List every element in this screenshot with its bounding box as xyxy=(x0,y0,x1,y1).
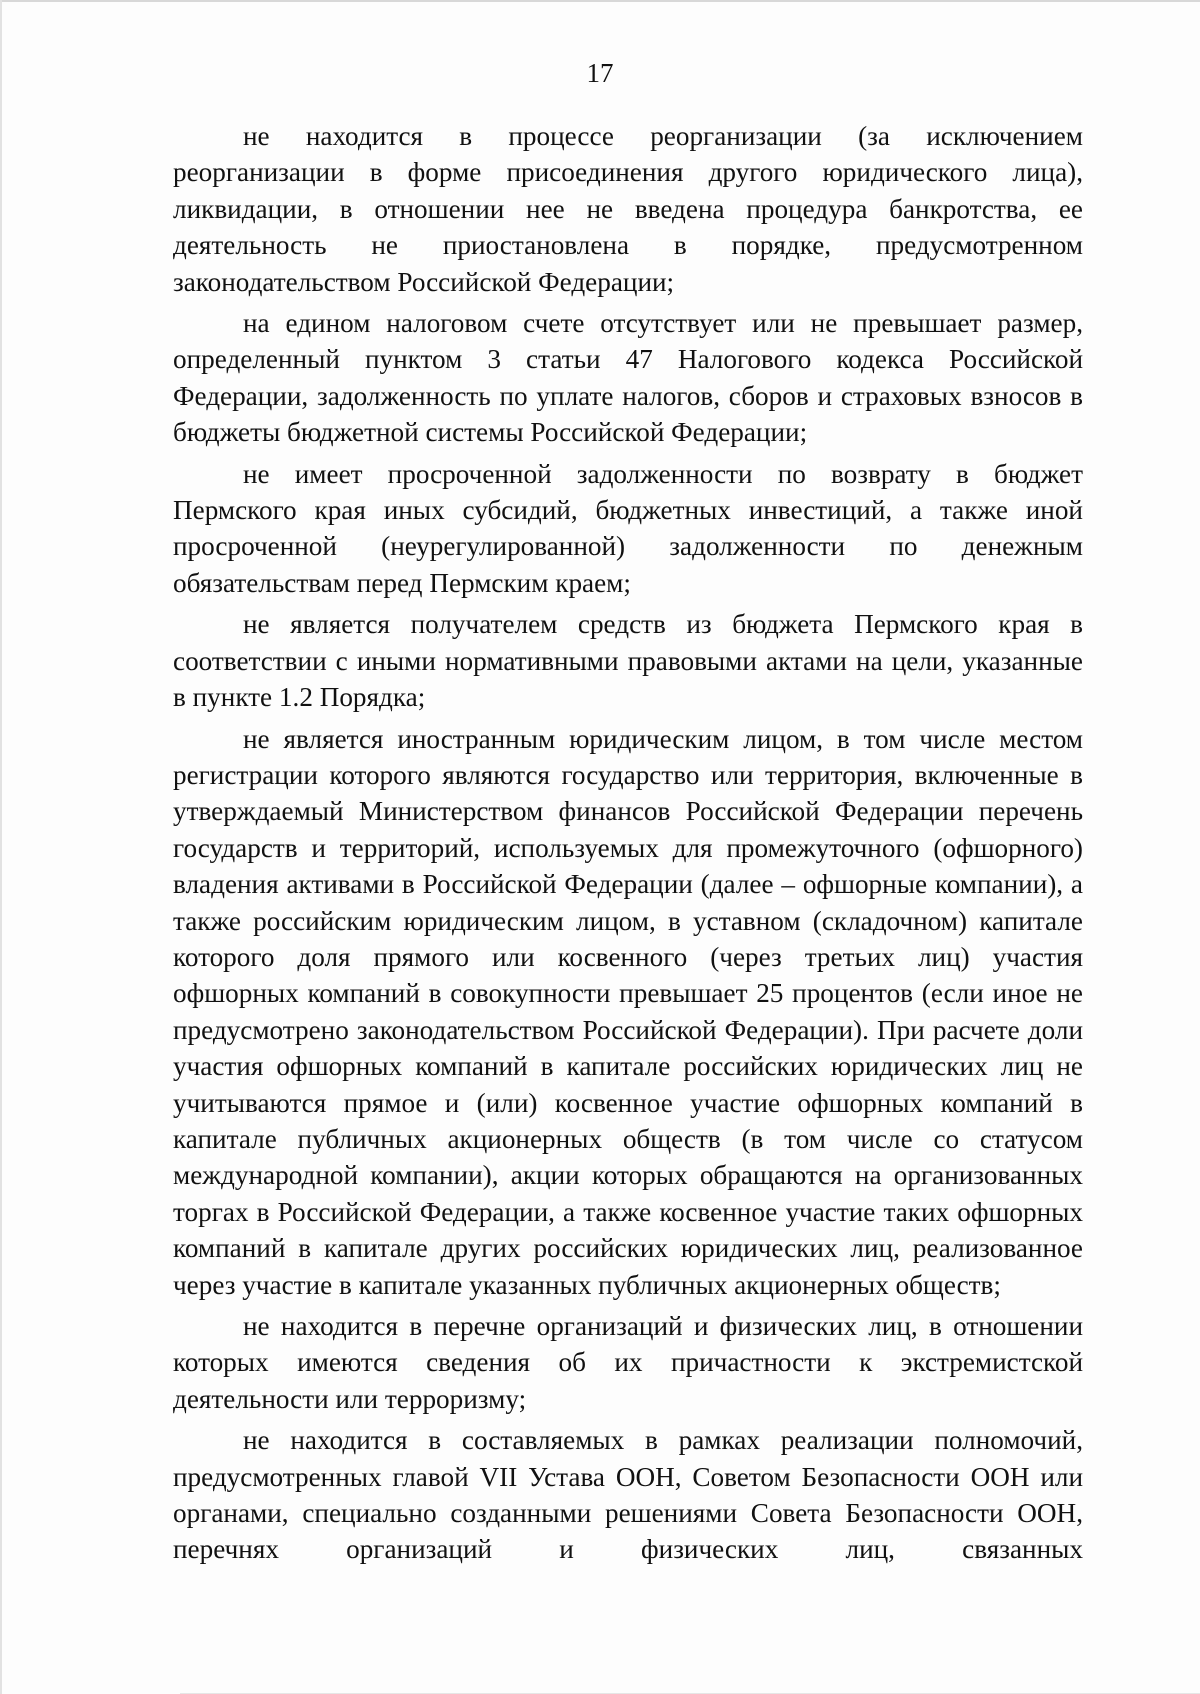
page-number: 17 xyxy=(586,58,614,88)
paragraph-offshore: не является иностранным юридическим лицом, в том числе местом регистрации которого являются государство или территория, включенные в утверждаемый Министерством финансов Российской Федерации перечень государств и территорий, используемых для промежуточного (офшорного) владения активами в Российской Федерации (далее – офшорные компании), а также российским юридическим лицом, в уставном (складочном) капитале которого доля прямого или косвенного (через третьих лиц) участия офшорных компаний в совокупности превышает 25 процентов (если иное не предусмотрено законодательством Российской Федерации). При расчете доли участия офшорных компаний в капитале российских юридических лиц не учитываются прямое и (или) косвенное участие офшорных компаний в капитале публичных акционерных обществ (в том числе со статусом международной компании), акции которых обращаются на организованных торгах в Российской Федерации, а также косвенное участие таких офшорных компаний в капитале других российских юридических лиц, реализованное через участие в капитале указанных публичных акционерных обществ; xyxy=(173,723,1083,1300)
paragraph-budget-recipient: не является получателем средств из бюджета Пермского края в соответствии с иными нормативными правовыми актами на цели, указанные в пункте 1.2 Порядка; xyxy=(173,609,1083,713)
paragraph-tax-account: на едином налоговом счете отсутствует или не превышает размер, определенный пунктом 3 статьи 47 Налогового кодекса Российской Федерации, задолженность по уплате налогов, сборов и страховых взносов в бюджеты бюджетной системы Российской Федерации; xyxy=(173,308,1083,448)
document-body xyxy=(173,118,1083,1568)
paragraph-un-lists: не находится в составляемых в рамках реализации полномочий, предусмотренных главой VII Устава ООН, Советом Безопасности ООН или органами, специально созданными решениями Совета Безопасности ООН, перечнях организаций и физических лиц, связанных xyxy=(173,1425,1083,1565)
paragraph-reorganization: не находится в процессе реорганизации (за исключением реорганизации в форме присоединения другого юридического лица), ликвидации, в отношении нее не введена процедура банкротства, ее деятельность не приостановлена в порядке, предусмотренном законодательством Российской Федерации; xyxy=(173,121,1083,297)
scan-edge-top xyxy=(0,0,1200,2)
paragraph-overdue-debt: не имеет просроченной задолженности по возврату в бюджет Пермского края иных субсидий, бюджетных инвестиций, а также иной просроченной (неурегулированной) задолженности по денежным обязательствам перед Пермским краем; xyxy=(173,458,1083,598)
scan-edge-left xyxy=(0,0,2,1694)
paragraph-extremism: не находится в перечне организаций и физических лиц, в отношении которых имеются сведения об их причастности к экстремистской деятельности или терроризму; xyxy=(173,1311,1083,1414)
